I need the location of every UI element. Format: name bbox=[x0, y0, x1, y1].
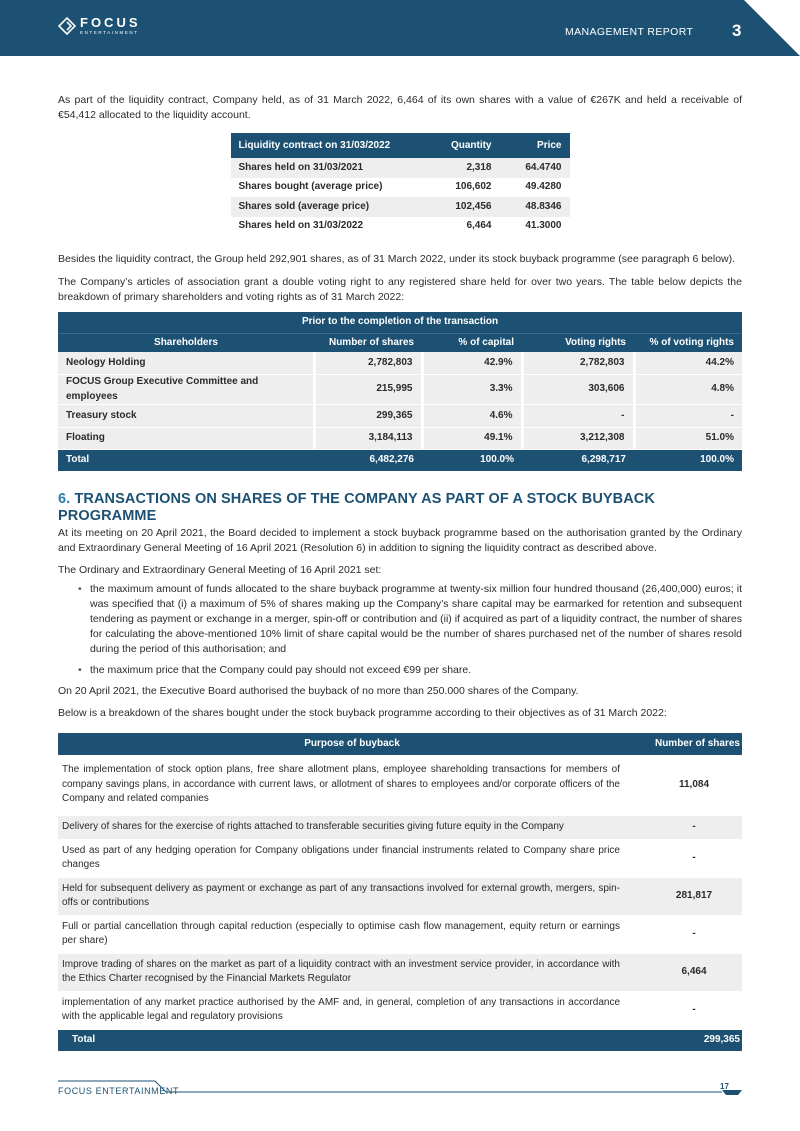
table-cell: Floating bbox=[58, 427, 314, 450]
table-cell: 49.1% bbox=[422, 427, 522, 450]
table-cell: 106,602 bbox=[416, 178, 500, 198]
logo-brand: FOCUS bbox=[80, 15, 141, 30]
table-row bbox=[231, 158, 570, 178]
table-row bbox=[58, 405, 742, 428]
table-cell: 303,606 bbox=[522, 375, 634, 405]
intro-paragraph: As part of the liquidity contract, Company held, as of 31 March 2022, 6,464 of its own shares with a value of €267K and held a receivable of €54,412 allocated to the liquidity account. bbox=[58, 94, 742, 122]
table-cell: 6,482,276 bbox=[314, 450, 422, 472]
table-cell: 48.8346 bbox=[500, 197, 570, 217]
super-header: Prior to the completion of the transaction bbox=[58, 312, 742, 333]
table-cell: - bbox=[646, 915, 742, 953]
logo-subtitle: ENTERTAINMENT bbox=[80, 30, 139, 35]
table-row bbox=[231, 197, 570, 217]
table-cell: 6,298,717 bbox=[522, 450, 634, 472]
voting-rights-paragraph: The Company’s articles of association grant a double voting right to any registered share held for over two years. The table below depicts the breakdown of primary shareholders and voting rights as of 31 March 2022: bbox=[58, 275, 742, 303]
table-cell: - bbox=[634, 405, 742, 428]
table-cell: - bbox=[522, 405, 634, 428]
report-title: MANAGEMENT REPORT bbox=[565, 26, 694, 38]
table-row bbox=[58, 877, 742, 915]
column-header: % of voting rights bbox=[634, 333, 742, 352]
table-cell: 3,212,308 bbox=[522, 427, 634, 450]
column-header: Purpose of buyback bbox=[58, 733, 646, 755]
table-cell: 100.0% bbox=[634, 450, 742, 472]
table-row bbox=[58, 375, 742, 405]
table-cell: 6,464 bbox=[416, 217, 500, 237]
table-row bbox=[58, 815, 742, 839]
column-header: Shareholders bbox=[58, 333, 314, 352]
page-number: 17 bbox=[720, 1082, 729, 1091]
list-item: • the maximum amount of funds allocated to the share buyback programme at twenty-six million four hundred thousand (26,400,000) euros; it was specified that (i) a maximum of 5% of shares making up the Company’s share capital may be earmarked for retention and subsequent tendering as payment or exchange in a merger, spin-off or contribution and (ii) if acquired as part of a liquidity contract, the number of shares for calculating the above-mentioned 10% limit of share capital would be the number of shares purchased net of the number of shares resold during the period of this authorisation; and bbox=[78, 582, 742, 658]
table-cell: - bbox=[646, 815, 742, 839]
table-cell: Shares held on 31/03/2022 bbox=[231, 217, 416, 237]
section-paragraph: The Ordinary and Extraordinary General Meeting of 16 April 2021 set: bbox=[58, 564, 382, 577]
column-header: Number of shares bbox=[314, 333, 422, 352]
table-row bbox=[58, 991, 742, 1029]
table-cell: 3.3% bbox=[422, 375, 522, 405]
table-cell: - bbox=[646, 839, 742, 877]
chapter-number: 3 bbox=[732, 21, 742, 40]
section-number: 6. bbox=[58, 491, 71, 508]
table-cell: 64.4740 bbox=[500, 158, 570, 178]
table-cell: 100.0% bbox=[422, 450, 522, 472]
table-cell: 51.0% bbox=[634, 427, 742, 450]
section-paragraph: At its meeting on 20 April 2021, the Board decided to implement a stock buyback programme based on the authorisation granted by the Ordinary and Extraordinary General Meeting of 16 April 2021 (Resolution 6) in addition to signing the liquidity contract as described above. bbox=[58, 526, 742, 555]
column-header: Voting rights bbox=[522, 333, 634, 352]
table-cell: 2,782,803 bbox=[314, 352, 422, 375]
table-cell: 2,782,803 bbox=[522, 352, 634, 375]
table-cell: FOCUS Group Executive Committee and employees bbox=[58, 375, 314, 405]
total-label: Total bbox=[58, 1029, 646, 1051]
table-cell: Treasury stock bbox=[58, 405, 314, 428]
main-content bbox=[58, 93, 742, 1052]
table-header-row bbox=[58, 733, 742, 755]
section-paragraph: Below is a breakdown of the shares bought under the stock buyback programme according to their objectives as of 31 March 2022: bbox=[58, 707, 667, 720]
table-cell: 299,365 bbox=[314, 405, 422, 428]
table-super-header-row bbox=[58, 312, 742, 333]
section-paragraph: On 20 April 2021, the Executive Board authorised the buyback of no more than 250.000 shares of the Company. bbox=[58, 684, 579, 697]
section-heading bbox=[58, 491, 742, 526]
column-header: % of capital bbox=[422, 333, 522, 352]
table-cell: 49.4280 bbox=[500, 178, 570, 198]
group-shares-paragraph: Besides the liquidity contract, the Group held 292,901 shares, as of 31 March 2022, under its stock buyback programme (see paragraph 6 below). bbox=[58, 253, 736, 266]
shareholders-table bbox=[58, 312, 742, 472]
table-cell: 4.6% bbox=[422, 405, 522, 428]
column-header: Quantity bbox=[416, 133, 500, 158]
table-cell: 281,817 bbox=[646, 877, 742, 915]
bullet-list bbox=[78, 582, 742, 678]
footer-brand: FOCUS ENTERTAINMENT bbox=[58, 1086, 180, 1096]
table-row bbox=[231, 217, 570, 237]
table-row bbox=[58, 915, 742, 953]
table-cell: 42.9% bbox=[422, 352, 522, 375]
table-cell: Shares held on 31/03/2021 bbox=[231, 158, 416, 178]
table-row bbox=[58, 839, 742, 877]
table-total-row bbox=[58, 450, 742, 472]
table-cell: Shares sold (average price) bbox=[231, 197, 416, 217]
table-cell: 6,464 bbox=[646, 953, 742, 991]
table-cell: Full or partial cancellation through capital reduction (especially to optimise cash flow management, equity return or earnings per share) bbox=[58, 915, 646, 953]
column-header: Number of shares bbox=[646, 733, 742, 755]
table-row bbox=[58, 352, 742, 375]
table-cell: 44.2% bbox=[634, 352, 742, 375]
table-cell: 299,365 bbox=[646, 1029, 742, 1051]
header-corner-cut bbox=[744, 0, 800, 56]
table-cell: Improve trading of shares on the market as part of a liquidity contract with an investment service provider, in accordance with the Ethics Charter recognised by the Financial Markets Regulator bbox=[58, 953, 646, 991]
table-cell: implementation of any market practice authorised by the AMF and, in general, completion of any transactions in accordance with the applicable legal and regulatory provisions bbox=[58, 991, 646, 1029]
page-header bbox=[0, 0, 800, 56]
column-header: Price bbox=[500, 133, 570, 158]
table-header-row bbox=[58, 333, 742, 352]
total-label: Total bbox=[58, 450, 314, 472]
table-cell: 4.8% bbox=[634, 375, 742, 405]
table-cell: 41.3000 bbox=[500, 217, 570, 237]
table-cell: 215,995 bbox=[314, 375, 422, 405]
table-row bbox=[58, 427, 742, 450]
table-cell: 102,456 bbox=[416, 197, 500, 217]
table-total-row bbox=[58, 1029, 742, 1051]
buyback-purpose-table bbox=[58, 733, 742, 1052]
table-cell: Shares bought (average price) bbox=[231, 178, 416, 198]
table-row bbox=[231, 178, 570, 198]
table-cell: 2,318 bbox=[416, 158, 500, 178]
table-row bbox=[58, 953, 742, 991]
table-row bbox=[58, 755, 742, 815]
table-cell: 11,084 bbox=[646, 755, 742, 815]
company-logo bbox=[58, 16, 141, 36]
liquidity-contract-table bbox=[231, 133, 570, 236]
table-cell: - bbox=[646, 991, 742, 1029]
table-header-row bbox=[231, 133, 570, 158]
table-cell: Neology Holding bbox=[58, 352, 314, 375]
table-cell: 3,184,113 bbox=[314, 427, 422, 450]
column-header: Liquidity contract on 31/03/2022 bbox=[231, 133, 416, 158]
list-item: • the maximum price that the Company could pay should not exceed €99 per share. bbox=[78, 663, 742, 678]
focus-logo-icon bbox=[58, 17, 76, 35]
section-title: TRANSACTIONS ON SHARES OF THE COMPANY AS PART OF A STOCK BUYBACK PROGRAMME bbox=[58, 491, 655, 525]
table-cell: The implementation of stock option plans, free share allotment plans, employee shareholding transactions for members of company savings plans, in accordance with current laws, or allotment of shares to employees and/or corporate officers of the Company and related companies bbox=[58, 755, 646, 815]
table-cell: Used as part of any hedging operation for Company obligations under financial instruments related to Company share price changes bbox=[58, 839, 646, 877]
table-cell: Held for subsequent delivery as payment or exchange as part of any transactions involved for external growth, mergers, spin-offs or contributions bbox=[58, 877, 646, 915]
page-footer bbox=[0, 1080, 800, 1120]
table-cell: Delivery of shares for the exercise of rights attached to transferable securities giving future equity in the Company bbox=[58, 815, 646, 839]
